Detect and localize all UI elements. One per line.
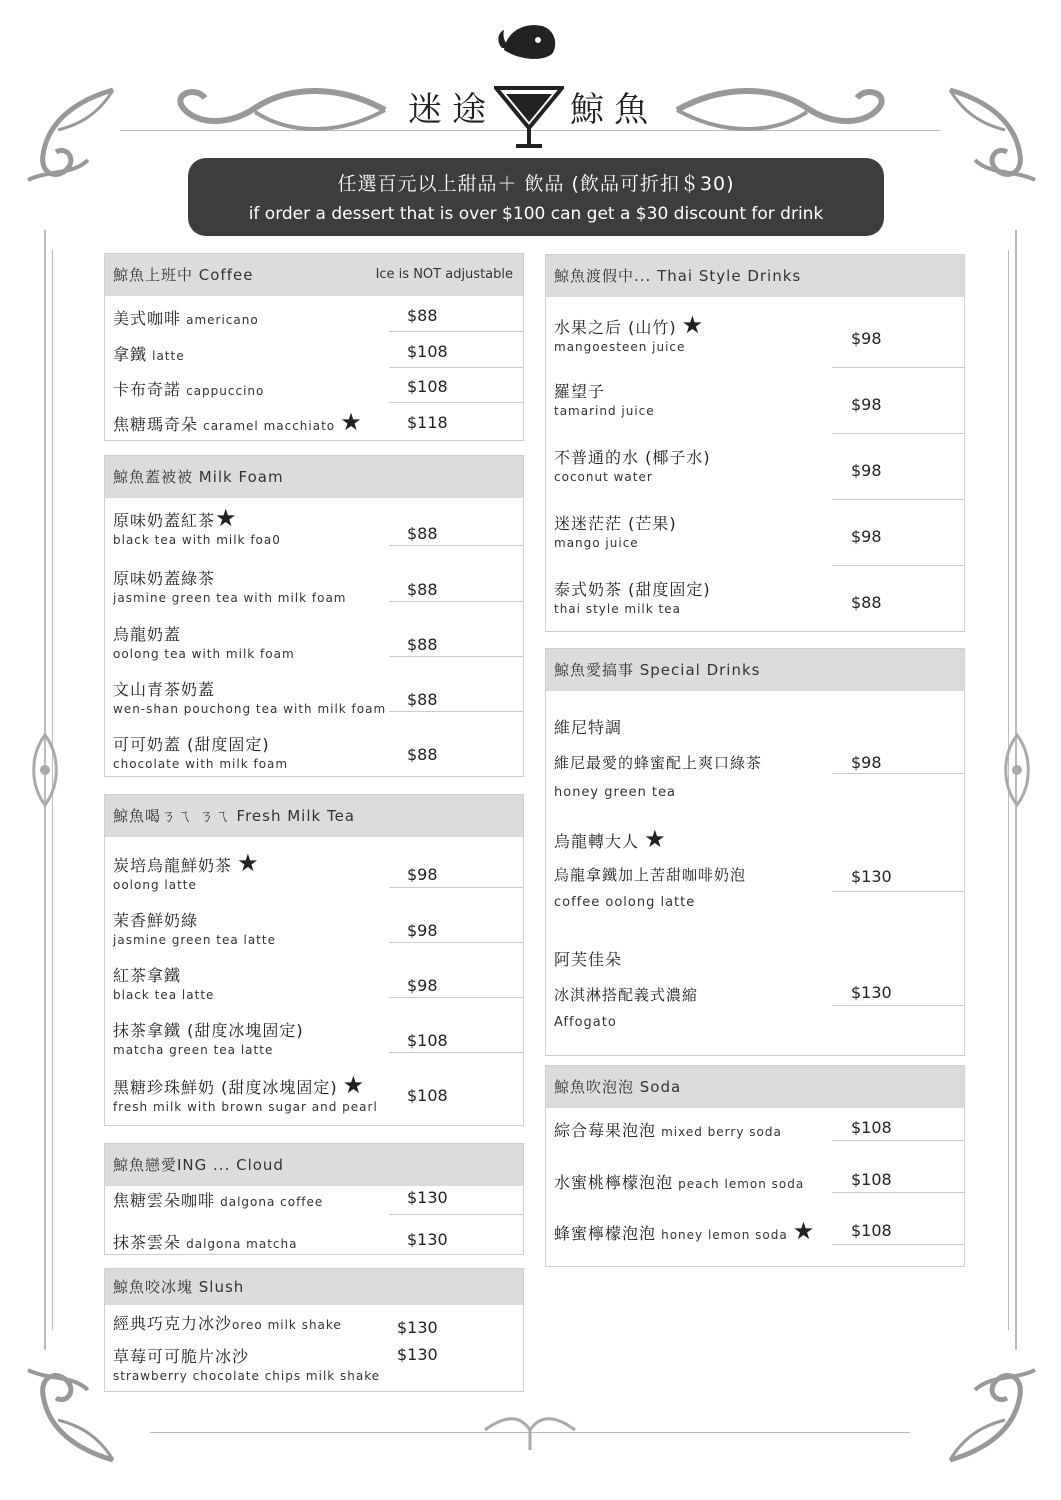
title-char-1: 迷 — [408, 90, 442, 130]
item-price: $130 — [851, 867, 892, 886]
section-fresh-milk-tea-header — [105, 795, 523, 837]
item-price: $130 — [397, 1345, 438, 1364]
menu-item: 水蜜桃檸檬泡泡 peach lemon soda — [554, 1173, 805, 1192]
item-price: $88 — [407, 580, 438, 599]
menu-item: 不普通的水 (椰子水) coconut water — [554, 448, 711, 484]
menu-item: 抹茶拿鐵 (甜度冰塊固定) matcha green tea latte — [113, 1021, 304, 1057]
menu-item: 焦糖雲朵咖啡 dalgona coffee — [113, 1191, 324, 1210]
section-slush — [104, 1268, 524, 1392]
price-divider — [832, 499, 964, 500]
menu-item: 蜂蜜檸檬泡泡 honey lemon soda ★ — [554, 1217, 815, 1245]
price-divider — [832, 773, 964, 774]
item-price: $98 — [851, 461, 882, 480]
item-price: $108 — [407, 1031, 448, 1050]
item-price: $88 — [407, 745, 438, 764]
section-thai-title: 鯨魚渡假中... Thai Style Drinks — [554, 267, 802, 285]
price-divider — [389, 545, 523, 546]
price-divider — [832, 433, 964, 434]
section-coffee — [104, 253, 524, 441]
item-price: $118 — [407, 413, 448, 432]
item-price: $88 — [851, 593, 882, 612]
section-cloud-header — [105, 1144, 523, 1186]
section-milk-foam-header — [105, 456, 523, 498]
price-divider — [389, 942, 523, 943]
star-icon: ★ — [342, 1071, 365, 1099]
promo-banner — [188, 158, 884, 236]
section-slush-title: 鯨魚咬冰塊 Slush — [113, 1278, 245, 1296]
menu-item: 卡布奇諾 cappuccino — [113, 380, 265, 399]
menu-item: 水果之后 (山竹) ★ mangoesteen juice — [554, 311, 704, 354]
section-thai-header — [546, 255, 964, 297]
menu-item: 文山青茶奶蓋 wen-shan pouchong tea with milk foam — [113, 680, 387, 716]
section-fresh-milk-tea-title: 鯨魚喝ㄋㄟ ㄋㄟ Fresh Milk Tea — [113, 807, 355, 825]
item-price: $88 — [407, 524, 438, 543]
menu-item: 阿芙佳朵 冰淇淋搭配義式濃縮 Affogato — [554, 950, 699, 1030]
title-swirl-right-icon — [672, 80, 902, 140]
title-char-2: 途 — [452, 90, 486, 130]
menu-item: 泰式奶茶 (甜度固定) thai style milk tea — [554, 580, 711, 616]
price-divider — [832, 1140, 964, 1141]
corner-ornament-top-right-icon — [935, 80, 1045, 190]
star-icon: ★ — [681, 311, 704, 339]
menu-item: 黑糖珍珠鮮奶 (甜度冰塊固定) ★ fresh milk with brown sugar and pearl — [113, 1071, 378, 1114]
section-coffee-header — [105, 254, 523, 296]
item-price: $88 — [407, 635, 438, 654]
item-price: $98 — [851, 753, 882, 772]
price-divider — [389, 711, 523, 712]
section-slush-header — [105, 1269, 523, 1305]
menu-item: 烏龍奶蓋 oolong tea with milk foam — [113, 625, 295, 661]
star-icon: ★ — [644, 825, 666, 853]
section-soda — [545, 1065, 965, 1267]
section-milk-foam-title: 鯨魚蓋被被 Milk Foam — [113, 468, 284, 486]
menu-item: 抹茶雲朵 dalgona matcha — [113, 1233, 298, 1252]
menu-item: 維尼特調 維尼最愛的蜂蜜配上爽口綠茶 honey green tea — [554, 718, 763, 800]
corner-ornament-bottom-right-icon — [935, 1360, 1045, 1470]
item-price: $130 — [851, 983, 892, 1002]
section-special-title: 鯨魚愛搞事 Special Drinks — [554, 661, 761, 679]
side-ornament-left-icon — [20, 730, 70, 810]
star-icon: ★ — [340, 408, 362, 436]
item-price: $108 — [851, 1170, 892, 1189]
item-price: $108 — [851, 1118, 892, 1137]
item-price: $108 — [851, 1221, 892, 1240]
item-price: $98 — [851, 527, 882, 546]
menu-item: 原味奶蓋綠茶 jasmine green tea with milk foam — [113, 569, 347, 605]
price-divider — [832, 565, 964, 566]
price-divider — [389, 402, 523, 403]
section-milk-foam — [104, 455, 524, 777]
menu-item: 原味奶蓋紅茶★ black tea with milk foa0 — [113, 504, 281, 547]
menu-item: 烏龍轉大人 ★ 烏龍拿鐵加上苦甜咖啡奶泡 coffee oolong latte — [554, 825, 747, 910]
menu-item: 紅茶拿鐵 black tea latte — [113, 966, 215, 1002]
title-swirl-left-icon — [160, 80, 390, 140]
section-cloud — [104, 1143, 524, 1255]
bottom-center-ornament-icon — [480, 1405, 580, 1455]
price-divider — [389, 601, 523, 602]
item-price: $130 — [397, 1318, 438, 1337]
item-price: $108 — [407, 377, 448, 396]
section-soda-title: 鯨魚吹泡泡 Soda — [554, 1078, 682, 1096]
item-price: $98 — [407, 921, 438, 940]
item-price: $130 — [407, 1188, 448, 1207]
menu-item: 拿鐵 latte — [113, 345, 185, 364]
star-icon: ★ — [215, 504, 237, 532]
price-divider — [832, 1192, 964, 1193]
item-price: $88 — [407, 690, 438, 709]
section-coffee-title: 鯨魚上班中 Coffee — [113, 266, 254, 284]
item-price: $98 — [407, 976, 438, 995]
section-fresh-milk-tea — [104, 794, 524, 1126]
section-special — [545, 648, 965, 1056]
price-divider — [389, 997, 523, 998]
price-divider — [832, 1244, 964, 1245]
menu-item: 經典巧克力冰沙oreo milk shake — [113, 1314, 342, 1333]
menu-item: 美式咖啡 americano — [113, 309, 259, 328]
price-divider — [389, 1214, 523, 1215]
item-price: $108 — [407, 1086, 448, 1105]
promo-en: if order a dessert that is over $100 can get a $30 discount for drink — [248, 204, 824, 224]
menu-item: 迷迷茫茫 (芒果) mango juice — [554, 514, 677, 550]
menu-item: 草莓可可脆片冰沙 strawberry chocolate chips milk shake — [113, 1347, 381, 1383]
menu-item: 炭培烏龍鮮奶茶 ★ oolong latte — [113, 849, 259, 892]
item-price: $88 — [407, 306, 438, 325]
ice-note: Ice is NOT adjustable — [375, 267, 513, 282]
menu-item: 焦糖瑪奇朵 caramel macchiato ★ — [113, 408, 362, 436]
star-icon: ★ — [792, 1217, 815, 1245]
item-price: $98 — [851, 395, 882, 414]
section-special-header — [546, 649, 964, 691]
title-char-3: 鯨 — [570, 90, 604, 130]
corner-ornament-top-left-icon — [18, 80, 128, 190]
price-divider — [389, 331, 523, 332]
price-divider — [832, 891, 964, 892]
menu-item: 羅望子 tamarind juice — [554, 382, 655, 418]
item-price: $98 — [851, 329, 882, 348]
whale-cocktail-logo-icon — [494, 18, 564, 150]
section-thai — [545, 254, 965, 632]
price-divider — [832, 1005, 964, 1006]
price-divider — [389, 1052, 523, 1053]
price-divider — [389, 656, 523, 657]
title-char-4: 魚 — [614, 90, 648, 130]
section-soda-header — [546, 1066, 964, 1108]
price-divider — [389, 887, 523, 888]
star-icon: ★ — [237, 849, 259, 877]
item-price: $130 — [407, 1230, 448, 1249]
side-ornament-right-icon — [992, 730, 1042, 810]
menu-item: 綜合莓果泡泡 mixed berry soda — [554, 1121, 782, 1140]
item-price: $98 — [407, 865, 438, 884]
item-price: $108 — [407, 342, 448, 361]
promo-zh: 任選百元以上甜品＋ 飲品 (飲品可折扣＄30) — [337, 173, 735, 195]
menu-item: 茉香鮮奶綠 jasmine green tea latte — [113, 911, 276, 947]
price-divider — [389, 367, 523, 368]
section-cloud-title: 鯨魚戀愛ING ... Cloud — [113, 1156, 284, 1174]
menu-item: 可可奶蓋 (甜度固定) chocolate with milk foam — [113, 735, 289, 771]
price-divider — [832, 367, 964, 368]
